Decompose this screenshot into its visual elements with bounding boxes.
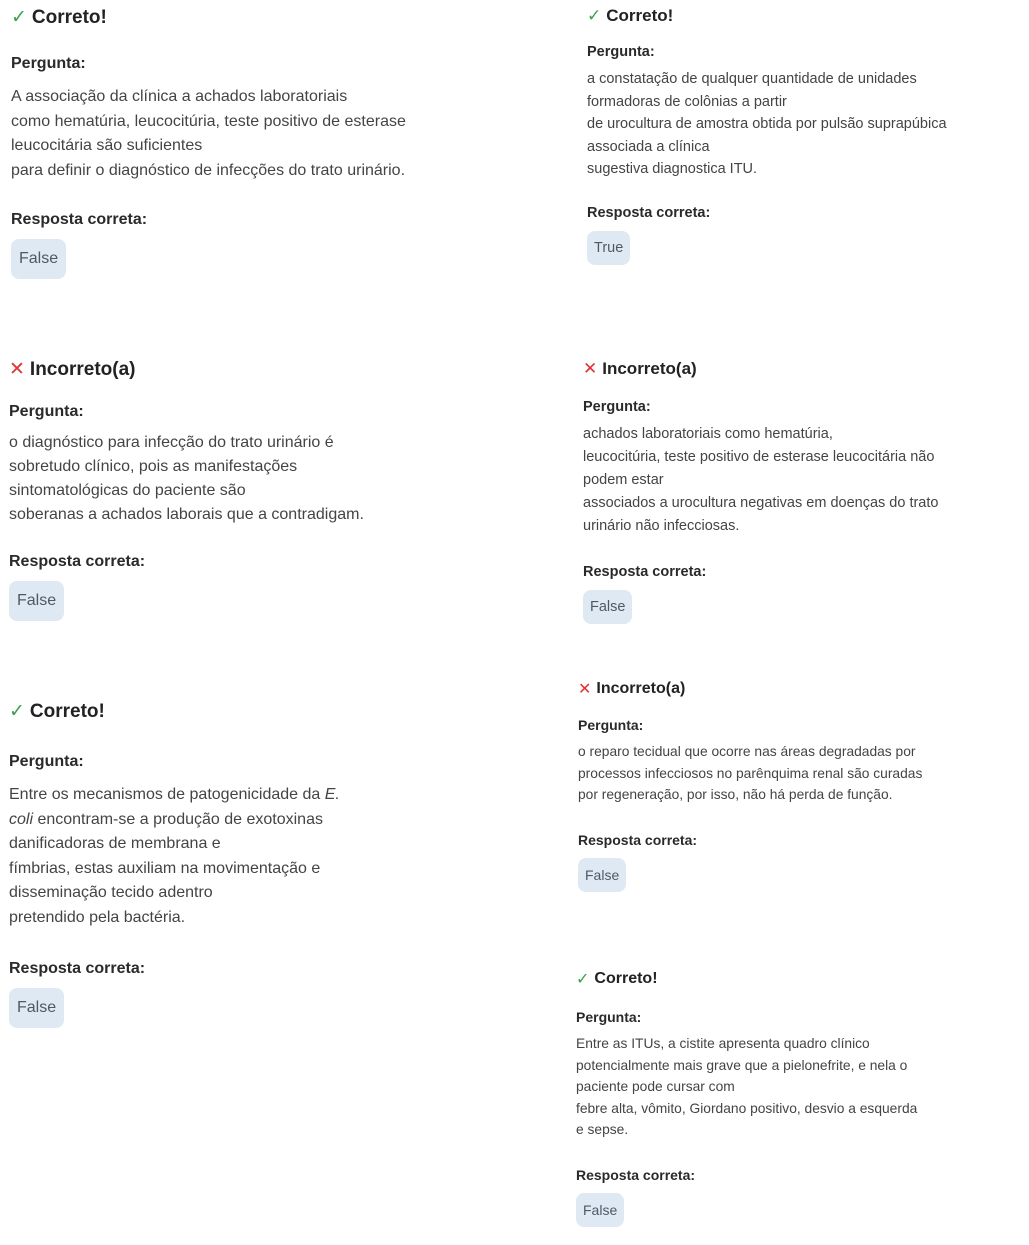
question-label: Pergunta:	[583, 399, 651, 415]
result-card	[9, 358, 364, 621]
answer-label: Resposta correta:	[576, 1166, 696, 1183]
result-status: ✕ Incorreto(a)	[578, 680, 686, 698]
result-card	[576, 969, 917, 1227]
answer-label: Resposta correta:	[578, 831, 698, 848]
answer-badge: False	[11, 239, 66, 279]
check-icon: ✓	[587, 6, 602, 25]
answer-badge: True	[587, 231, 630, 265]
check-icon: ✓	[9, 701, 25, 722]
question-label: Pergunta:	[587, 44, 655, 60]
answer-label: Resposta correta:	[587, 204, 711, 221]
answer-label: Resposta correta:	[583, 564, 707, 580]
result-status: ✓ Correto!	[11, 6, 107, 28]
result-card	[587, 6, 947, 265]
answer-label: Resposta correta:	[11, 211, 148, 228]
question-text: Entre os mecanismos de patogenicidade da E. coli encontram-se a produção de exotoxinas danificadoras de membrana e fímbrias, estas auxiliam na movimentação e disseminação tecido adentro pretendido pela bactéria.	[9, 786, 340, 926]
question-text: achados laboratoriais como hematúria, leucocitúria, teste positivo de esterase leucocitária não podem estar associados a urocultura negativas em doenças do trato urinário não infecciosas.	[583, 426, 939, 534]
result-card	[11, 6, 406, 279]
x-icon: ✕	[578, 681, 592, 698]
question-text: a constatação de qualquer quantidade de unidades formadoras de colônias a partir de urocultura de amostra obtida por pulsão suprapúbica associada a clínica sugestiva diagnostica ITU.	[587, 71, 947, 177]
question-text: Entre as ITUs, a cistite apresenta quadro clínico potencialmente mais grave que a pielonefrite, e nela o paciente pode cursar com febre alta, vômito, Giordano positivo, desvio a esquerda e sepse.	[576, 1036, 918, 1137]
check-icon: ✓	[11, 7, 27, 28]
check-icon: ✓	[576, 971, 590, 988]
result-status: ✓ Correto!	[576, 970, 658, 988]
answer-badge: False	[9, 581, 64, 621]
question-label: Pergunta:	[576, 1009, 642, 1025]
answer-badge: False	[9, 988, 64, 1028]
question-label: Pergunta:	[9, 753, 84, 770]
question-text: o reparo tecidual que ocorre nas áreas degradadas por processos infecciosos no parênquima renal são curadas por regeneração, por isso, não há perda de função.	[578, 744, 923, 802]
answer-label: Resposta correta:	[9, 553, 146, 570]
result-status: ✓ Correto!	[587, 6, 674, 25]
result-card	[583, 359, 938, 624]
result-status: ✕ Incorreto(a)	[9, 358, 136, 380]
question-label: Pergunta:	[9, 403, 84, 420]
x-icon: ✕	[583, 359, 598, 378]
answer-badge: False	[583, 590, 632, 624]
answer-badge: False	[578, 858, 626, 892]
result-card	[9, 700, 340, 1028]
question-text: A associação da clínica a achados laboratoriais como hematúria, leucocitúria, teste positivo de esterase leucocitária são suficientes para definir o diagnóstico de infecções do trato urinário.	[11, 88, 406, 179]
question-text: o diagnóstico para infecção do trato urinário é sobretudo clínico, pois as manifestações sintomatológicas do paciente são soberanas a achados laborais que a contradigam.	[9, 434, 364, 523]
x-icon: ✕	[9, 359, 25, 380]
result-status: ✓ Correto!	[9, 700, 105, 722]
question-label: Pergunta:	[578, 717, 644, 733]
result-status: ✕ Incorreto(a)	[583, 359, 697, 378]
question-label: Pergunta:	[11, 55, 86, 72]
result-card	[578, 679, 922, 892]
answer-badge: False	[576, 1193, 624, 1227]
answer-label: Resposta correta:	[9, 960, 146, 977]
